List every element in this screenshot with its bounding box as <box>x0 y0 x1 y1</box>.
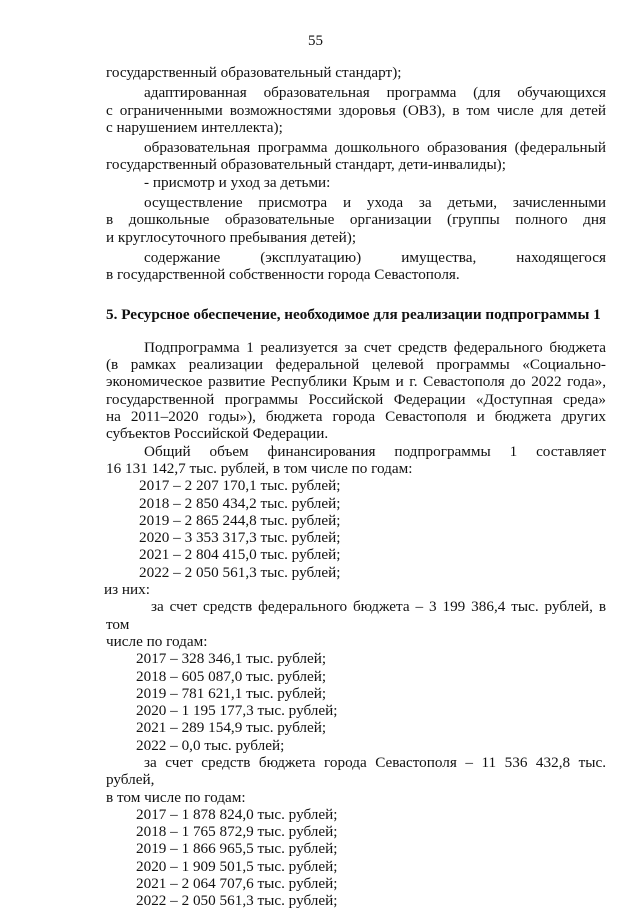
funding-description <box>106 339 606 477</box>
year-amount-line: 2017 – 1 878 824,0 тыс. рублей; <box>136 805 338 823</box>
year-amount-line: 2021 – 2 064 707,6 тыс. рублей; <box>136 875 338 893</box>
text-line: государственной программы Российской Федерации «Доступная среда» <box>106 390 606 408</box>
text-line: субъектов Российской Федерации. <box>106 425 329 443</box>
text-line: Общий объем финансирования подпрограммы 1 составляет <box>144 442 606 460</box>
text-line: в дошкольные образовательные организации (группы полного дня <box>106 211 606 229</box>
intro-section <box>106 64 606 284</box>
of-which-label: из них: <box>104 581 150 599</box>
text-line: Подпрограмма 1 реализуется за счет средств федерального бюджета <box>144 338 606 356</box>
year-amount-line: 2022 – 0,0 тыс. рублей; <box>136 736 285 754</box>
section-heading: 5. Ресурсное обеспечение, необходимое для реализации подпрограммы 1 <box>106 305 601 323</box>
text-line: (в рамках реализации федеральной целевой программы «Социально- <box>106 356 606 374</box>
year-amount-line: 2020 – 1 195 177,3 тыс. рублей; <box>136 702 338 720</box>
text-line: адаптированная образовательная программа (для обучающихся <box>144 84 606 102</box>
text-line: за счет средств федерального бюджета – 3 199 386,4 тыс. рублей, в том <box>106 598 606 633</box>
text-line: образовательная программа дошкольного образования (федеральный <box>144 139 606 157</box>
year-amount-line: 2022 – 2 050 561,3 тыс. рублей; <box>139 563 341 581</box>
year-amount-line: 2017 – 2 207 170,1 тыс. рублей; <box>139 477 341 495</box>
text-line: с ограниченными возможностями здоровья (ОВЗ), в том числе для детей <box>106 101 606 119</box>
document-body <box>106 64 606 910</box>
year-amount-line: 2018 – 2 850 434,2 тыс. рублей; <box>139 494 341 512</box>
text-line: - присмотр и уход за детьми: <box>144 173 331 191</box>
year-amount-line: 2019 – 781 621,1 тыс. рублей; <box>136 684 327 702</box>
text-line: и круглосуточного пребывания детей); <box>106 228 357 246</box>
year-amount-line: 2021 – 2 804 415,0 тыс. рублей; <box>139 546 341 564</box>
text-line: осуществление присмотра и ухода за детьми, зачисленными <box>144 194 606 212</box>
page-number: 55 <box>308 33 323 49</box>
text-line: в государственной собственности города Севастополя. <box>106 266 460 284</box>
year-amount-line: 2018 – 605 087,0 тыс. рублей; <box>136 667 327 685</box>
year-amount-line: 2019 – 1 866 965,5 тыс. рублей; <box>136 840 338 858</box>
city-budget-intro <box>106 754 606 806</box>
text-line: экономическое развитие Республики Крым и г. Севастополя до 2022 года», <box>106 373 606 391</box>
federal-by-year-list <box>106 650 606 754</box>
text-line: с нарушением интеллекта); <box>106 118 283 136</box>
total-by-year-list <box>106 477 606 581</box>
text-line: государственный образовательный стандарт, дети-инвалиды); <box>106 156 506 174</box>
year-amount-line: 2018 – 1 765 872,9 тыс. рублей; <box>136 823 338 841</box>
city-by-year-list <box>106 806 606 910</box>
text-line: государственный образовательный стандарт); <box>106 64 402 81</box>
federal-budget-intro <box>106 598 606 650</box>
year-amount-line: 2021 – 289 154,9 тыс. рублей; <box>136 719 327 737</box>
year-amount-line: 2020 – 1 909 501,5 тыс. рублей; <box>136 857 338 875</box>
text-line: числе по годам: <box>106 632 208 650</box>
year-amount-line: 2022 – 2 050 561,3 тыс. рублей; <box>136 892 338 910</box>
text-line: в том числе по годам: <box>106 788 246 806</box>
year-amount-line: 2017 – 328 346,1 тыс. рублей; <box>136 650 327 668</box>
text-line: за счет средств бюджета города Севастополя – 11 536 432,8 тыс. рублей, <box>106 753 606 789</box>
year-amount-line: 2020 – 3 353 317,3 тыс. рублей; <box>139 529 341 547</box>
text-line: на 2011–2020 годы»), бюджета города Севастополя и бюджета других <box>106 408 606 426</box>
text-line: содержание (эксплуатацию) имущества, находящегося <box>144 248 606 266</box>
year-amount-line: 2019 – 2 865 244,8 тыс. рублей; <box>139 511 341 529</box>
text-line: 16 131 142,7 тыс. рублей, в том числе по годам: <box>106 459 413 477</box>
